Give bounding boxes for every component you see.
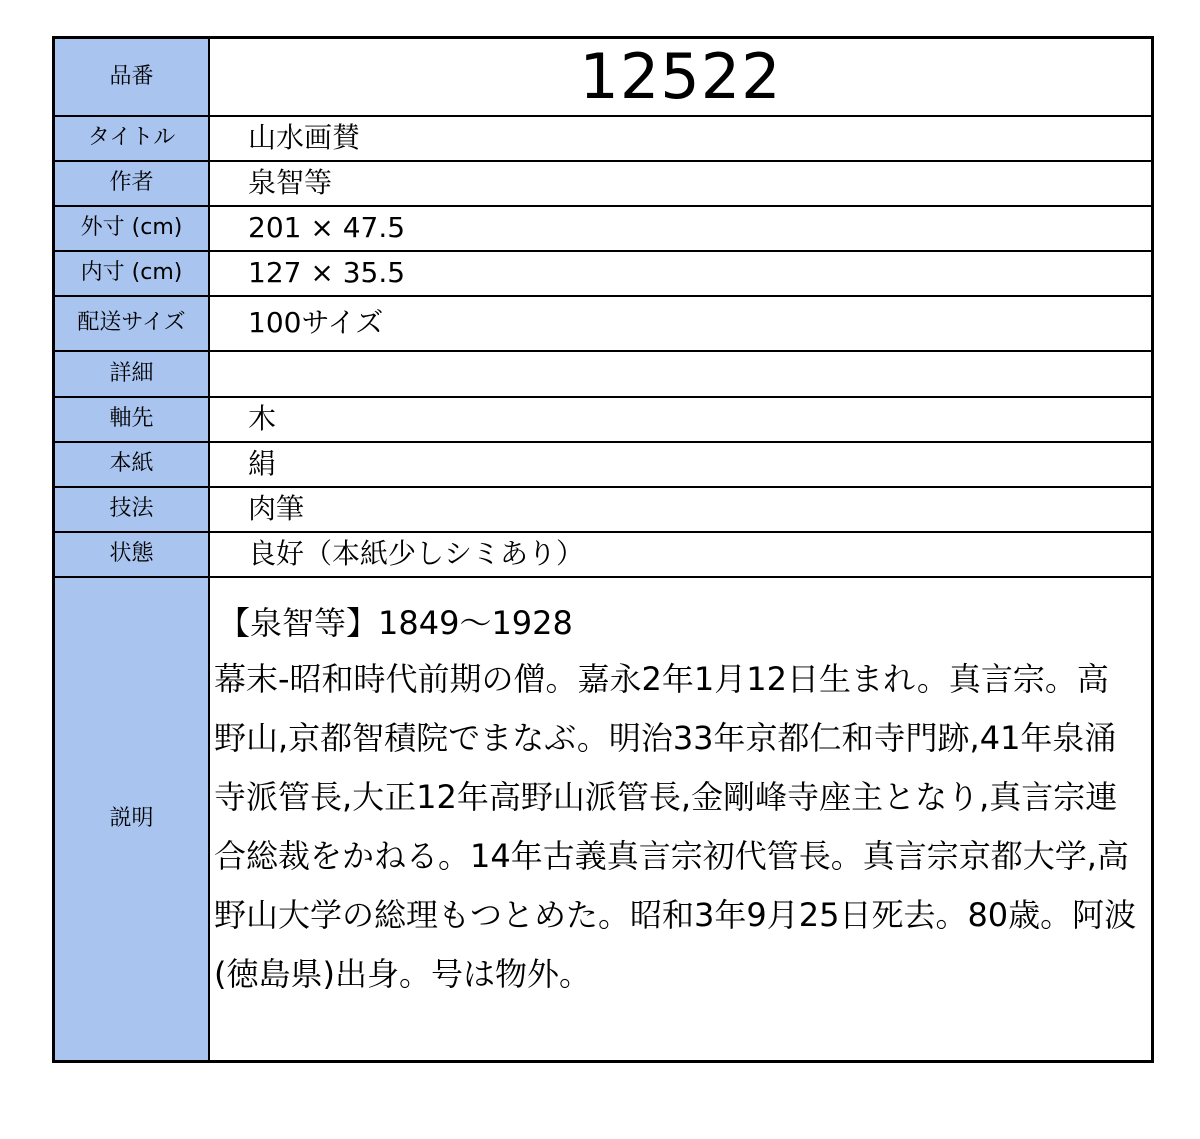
inner-size-label: 内寸 (cm): [54, 251, 210, 296]
details-value: [209, 351, 1153, 397]
row-outer-size: [54, 206, 1153, 251]
row-roller-ends: [54, 397, 1153, 442]
row-description: [54, 577, 1153, 1062]
author-label: 作者: [54, 161, 210, 206]
author-value: 泉智等: [209, 161, 1153, 206]
condition-value: 良好（本紙少しシミあり）: [209, 532, 1153, 577]
outer-size-value: 201 × 47.5: [209, 206, 1153, 251]
title-label: タイトル: [54, 116, 210, 161]
inner-size-value: 127 × 35.5: [209, 251, 1153, 296]
item-number-value: 12522: [209, 38, 1153, 116]
material-value: 絹: [209, 442, 1153, 487]
row-item-number: [54, 38, 1153, 116]
title-value: 山水画賛: [209, 116, 1153, 161]
row-inner-size: [54, 251, 1153, 296]
item-number-label: 品番: [54, 38, 210, 116]
row-condition: [54, 532, 1153, 577]
description-body: 幕末-昭和時代前期の僧。嘉永2年1月12日生まれ。真言宗。高野山,京都智積院でまなぶ。明治33年京都仁和寺門跡,41年泉涌寺派管長,大正12年高野山派管長,金剛峰寺座主となり,真言宗連合総裁をかねる。14年古義真言宗初代管長。真言宗京都大学,高野山大学の総理もつとめた。昭和3年9月25日死去。80歳。阿波(徳島県)出身。号は物外。: [214, 659, 1137, 993]
row-technique: [54, 487, 1153, 532]
details-label: 詳細: [54, 351, 210, 397]
roller-ends-value: 木: [209, 397, 1153, 442]
row-author: [54, 161, 1153, 206]
condition-label: 状態: [54, 532, 210, 577]
technique-label: 技法: [54, 487, 210, 532]
description-label: 説明: [54, 577, 210, 1062]
row-details: [54, 351, 1153, 397]
roller-ends-label: 軸先: [54, 397, 210, 442]
row-shipping-size: [54, 296, 1153, 351]
row-material: [54, 442, 1153, 487]
shipping-size-label: 配送サイズ: [54, 296, 210, 351]
technique-value: 肉筆: [209, 487, 1153, 532]
item-spec-table: [52, 36, 1154, 1063]
description-heading: 【泉智等】1849〜1928: [218, 603, 573, 642]
shipping-size-value: 100サイズ: [209, 296, 1153, 351]
outer-size-label: 外寸 (cm): [54, 206, 210, 251]
material-label: 本紙: [54, 442, 210, 487]
description-cell: [209, 577, 1153, 1062]
row-title: [54, 116, 1153, 161]
